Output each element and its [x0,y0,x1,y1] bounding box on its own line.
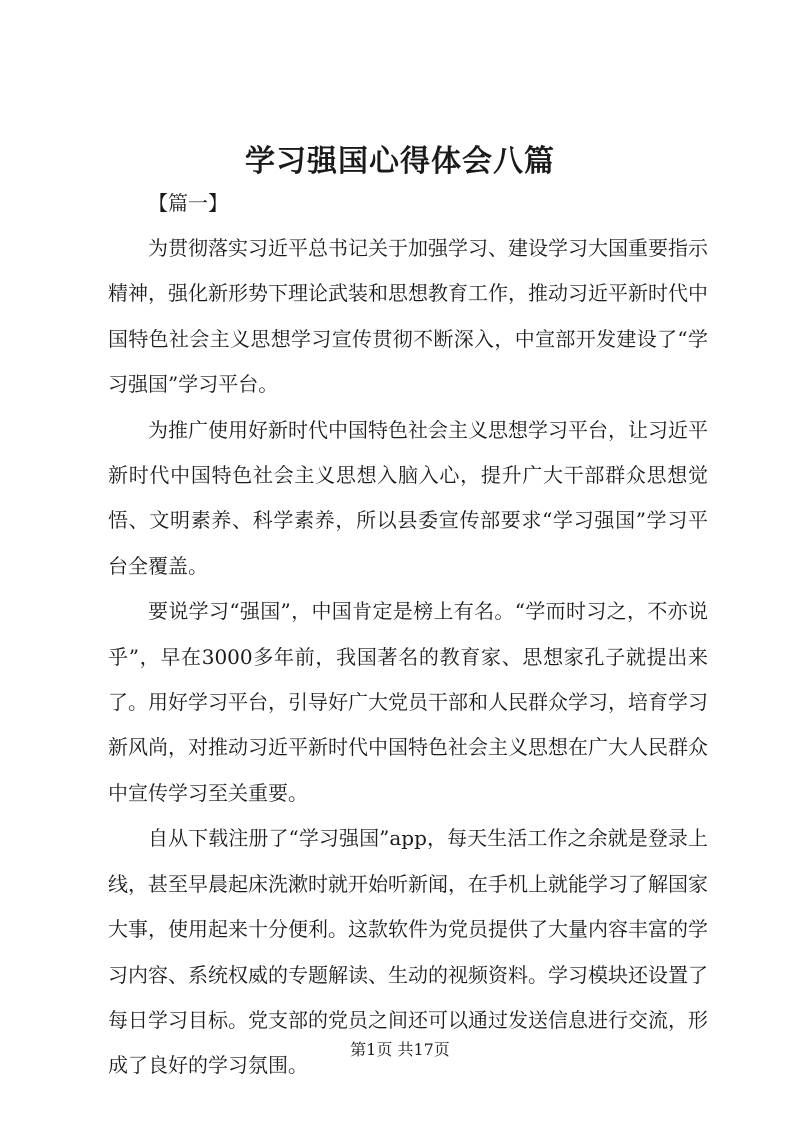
section-heading: 【篇一】 [148,191,228,215]
document-title: 学习强国心得体会八篇 [245,144,555,179]
paragraph-3: 要说学习“强国”，中国肯定是榜上有名。“学而时习之，不亦说乎”，早在3000多年前，我国著名的教育家、思想家孔子就提出来了。用好学习平台，引导好广大党员干部和人民群众学习，培育学习新风尚，对推动习近平新时代中国特色社会主义思想在广大人民群众中宣传学习至关重要。 [108,599,708,805]
page-number-footer: 第1页 共17页 [350,1040,450,1059]
paragraph-4: 自从下载注册了“学习强国”app，每天生活工作之余就是登录上线，甚至早晨起床洗漱时就开始听新闻，在手机上就能学习了解国家大事，使用起来十分便利。这款软件为党员提供了大量内容丰富的学习内容、系统权威的专题解读、生动的视频资料。学习模块还设置了每日学习目标。党支部的党员之间还可以通过发送信息进行交流，形成了良好的学习氛围。 [108,826,708,1078]
paragraph-2: 为推广使用好新时代中国特色社会主义思想学习平台，让习近平新时代中国特色社会主义思想入脑入心，提升广大干部群众思想觉悟、文明素养、科学素养，所以县委宣传部要求“学习强国”学习平台全覆盖。 [108,417,708,578]
paragraph-1: 为贯彻落实习近平总书记关于加强学习、建设学习大国重要指示精神，强化新形势下理论武装和思想教育工作，推动习近平新时代中国特色社会主义思想学习宣传贯彻不断深入，中宣部开发建设了“学习强国”学习平台。 [108,236,708,397]
document-body [108,226,708,1089]
